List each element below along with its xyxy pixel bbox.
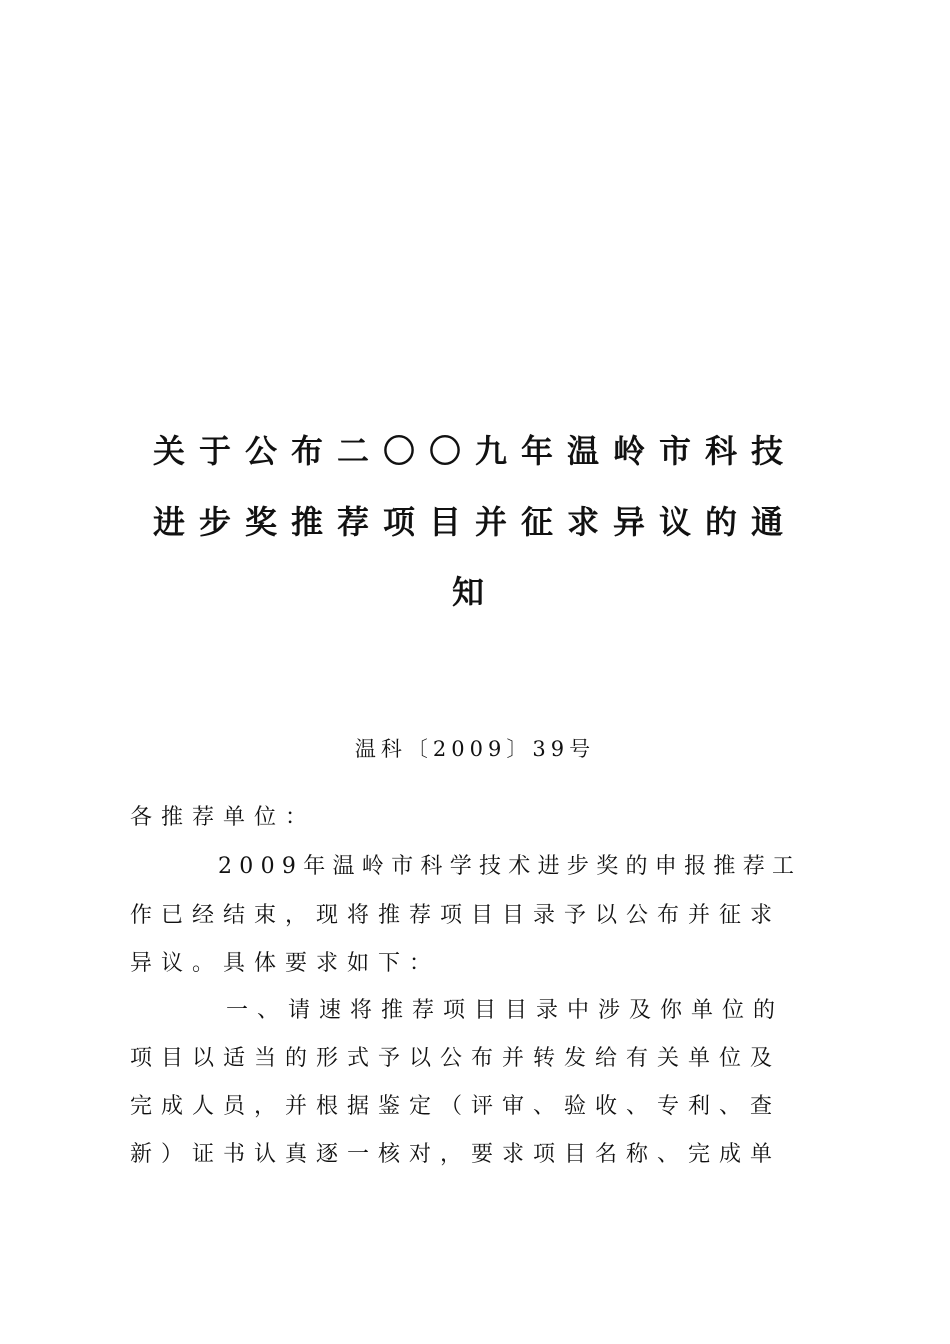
document-title-line-1: 关于公布二〇〇九年温岭市科技 <box>152 432 797 470</box>
document-title-line-3: 知 <box>451 573 498 611</box>
paragraph-2-line-1: 一、请速将推荐项目目录中涉及你单位的 <box>226 998 785 1023</box>
paragraph-1-line-1: 2009年温岭市科学技术进步奖的申报推荐工 <box>218 854 802 879</box>
paragraph-2-line-4: 新）证书认真逐一核对，要求项目名称、完成单 <box>130 1142 782 1167</box>
paragraph-2-line-3: 完成人员，并根据鉴定（评审、验收、专利、查 <box>130 1094 782 1119</box>
salutation: 各推荐单位： <box>130 805 317 830</box>
document-number: 温科〔2009〕39号 <box>354 737 596 761</box>
paragraph-1-line-2: 作已经结束，现将推荐项目目录予以公布并征求 <box>130 903 782 928</box>
document-title-line-2: 进步奖推荐项目并征求异议的通 <box>152 503 797 541</box>
paragraph-1-line-3: 异议。具体要求如下： <box>130 951 441 976</box>
paragraph-2-line-2: 项目以适当的形式予以公布并转发给有关单位及 <box>130 1046 782 1071</box>
